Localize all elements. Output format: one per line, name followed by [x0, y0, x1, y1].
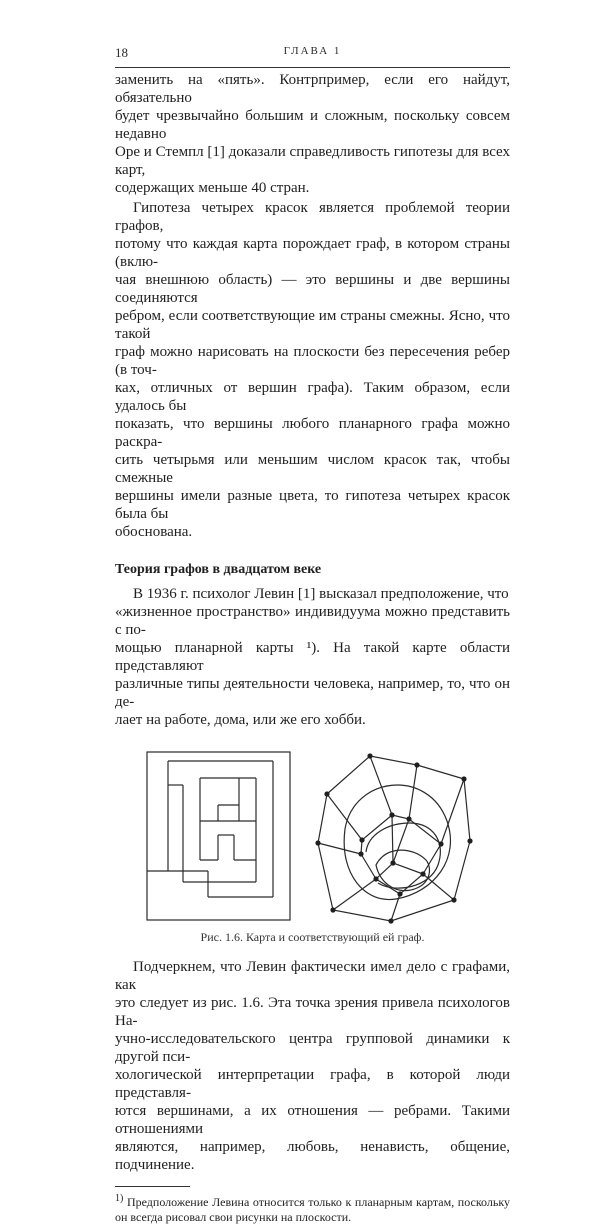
paragraph-continuation	[115, 71, 510, 197]
paragraph-levin-hypothesis	[115, 585, 510, 729]
text-line: обоснована.	[115, 524, 193, 540]
text-line: «жизненное пространство» индивидуума можно представить с по-	[115, 604, 510, 638]
paragraph-four-color-conjecture	[115, 199, 510, 541]
text-line: ребром, если соответствующие им страны смежны. Ясно, что такой	[115, 308, 510, 342]
page-content	[115, 71, 510, 1225]
map-and-graph-figure	[138, 751, 498, 921]
paragraph-psychology-graphs	[115, 958, 510, 1174]
page-number: 18	[115, 45, 128, 60]
text-line: ках, отличных от вершин графа). Таким образом, если удалось бы	[115, 380, 510, 414]
text-line: В 1936 г. психолог Левин [1] высказал предположение, что	[133, 586, 509, 602]
footnote-separator	[115, 1186, 190, 1187]
text-line: это следует из рис. 1.6. Эта точка зрения привела психологов На-	[115, 995, 510, 1029]
text-line: являются, например, любовь, ненависть, общение, подчинение.	[115, 1139, 510, 1173]
text-line: различные типы деятельности человека, например, то, что он де-	[115, 676, 510, 710]
text-line: вершины имели разные цвета, то гипотеза четырех красок была бы	[115, 488, 510, 522]
text-line: потому что каждая карта порождает граф, в котором страны (вклю-	[115, 236, 510, 270]
text-line: сить четырьмя или меньшим числом красок так, чтобы смежные	[115, 452, 510, 486]
text-line: ются вершинами, а их отношения — ребрами. Такими отношениями	[115, 1103, 510, 1137]
footnote	[115, 1195, 510, 1225]
text-line: содержащих меньше 40 стран.	[115, 180, 310, 196]
page-header	[115, 43, 510, 68]
text-line: хологической интерпретации графа, в которой люди представля-	[115, 1067, 510, 1101]
text-line: граф можно нарисовать на плоскости без пересечения ребер (в точ-	[115, 344, 510, 378]
text-line: Подчеркнем, что Левин фактически имел дело с графами, как	[115, 959, 510, 993]
planar-map	[147, 752, 290, 920]
footnote-text: Предположение Левина относится только к планарным картам, поскольку он всегда рисовал свои рисунки на плоскости.	[115, 1195, 511, 1224]
text-line: показать, что вершины любого планарного графа можно раскра-	[115, 416, 510, 450]
text-line: мощью планарной карты ¹). На такой карте области представляют	[115, 640, 510, 674]
figure-caption: Рис. 1.6. Карта и соответствующий ей граф.	[200, 930, 425, 944]
chapter-heading: ГЛАВА 1	[283, 45, 342, 57]
text-line: лает на работе, дома, или же его хобби.	[115, 712, 366, 728]
corresponding-graph	[318, 756, 470, 921]
section-title: Теория графов в двадцатом веке	[115, 562, 322, 577]
text-line: заменить на «пять». Контрпример, если его найдут, обязательно	[115, 72, 510, 106]
text-line: будет чрезвычайно большим и сложным, поскольку совсем недавно	[115, 108, 510, 142]
text-line: чая внешнюю область) — это вершины и две вершины соединяются	[115, 272, 510, 306]
text-line: учно-исследовательского центра групповой динамики к другой пси-	[115, 1031, 510, 1065]
text-line: Оре и Стемпл [1] доказали справедливость гипотезы для всех карт,	[115, 144, 510, 178]
graph-vertices	[315, 753, 472, 923]
text-line: Гипотеза четырех красок является проблемой теории графов,	[115, 200, 510, 234]
footnote-marker: 1)	[115, 1193, 124, 1204]
figure-1-6	[115, 751, 510, 958]
